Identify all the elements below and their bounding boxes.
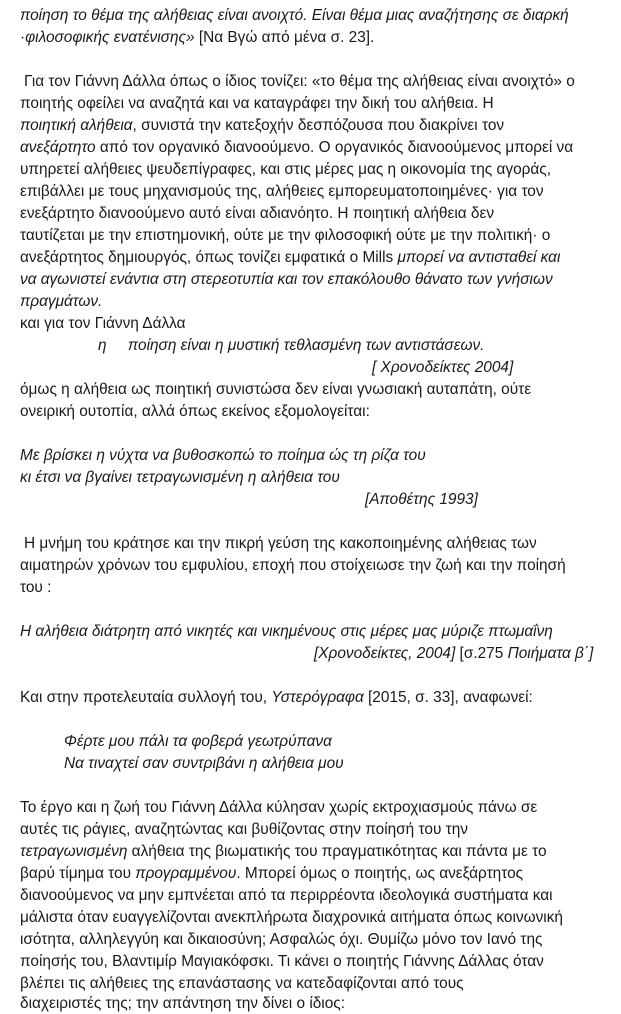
text-line: όμως η αλήθεια ως ποιητική συνιστώσα δεν είναι γνωσιακή αυταπάτη, ούτε [20, 381, 532, 398]
text-line [20, 248, 560, 268]
text-span: [2015, σ. 33], αναφωνεί: [363, 689, 533, 706]
text-line: ονειρική ουτοπία, αλλά όπως εκείνος εξομολογείται: [20, 403, 370, 420]
text-line: υπηρετεί αλήθειες ψευδεπίγραφες, και στις μέρες μας η οικονομία της αγοράς, [20, 161, 551, 178]
text-line: ενεξάρτητο διανοούμενο αυτό είναι αδιανόητο. Η ποιητική αλήθεια δεν [20, 205, 495, 222]
text-line: Το έργο και η ζωή του Γιάννη Δάλλα κύλησαν χωρίς εκτροχιασμούς πάνω σε [20, 799, 538, 816]
text-line: ποίησής του, Βλαντιμίρ Μαγιακόφσκι. Τι κάνει ο ποιητής Γιάννης Δάλλας όταν [20, 953, 544, 970]
text-span: , συνιστά την κατεξοχήν δεσπόζουσα που διακρίνει τον [132, 117, 505, 134]
text-line: βλέπει τις αλήθειες της επανάστασης να κατεδαφίζονται από τους [20, 975, 464, 992]
text-span: . Μπορεί όμως ο ποιητής, ως ανεξάρτητος [236, 865, 524, 882]
text-line: διανοούμενος να μην εμπνέεται από τα περιρρέοντα ιδεολογικά συστήματα και [20, 887, 553, 904]
text-line [20, 116, 504, 136]
text-span: αλήθεια της βιωματικής του πραγματικότητας και πάντα με το [127, 843, 547, 860]
verse-line: η ποίηση είναι η μυστική τεθλασμένη των αντιστάσεων. [98, 337, 485, 354]
text-italic: Υστερόγραφα [271, 689, 364, 706]
text-italic: μπορεί να αντισταθεί και [397, 249, 561, 266]
text-italic: ποιητική αλήθεια [20, 117, 133, 134]
text-span: ανεξάρτητος δημιουργός, όπως τονίζει εμφατικά ο Mills [20, 249, 398, 266]
text-line: πραγμάτων. [20, 293, 103, 310]
text-italic: προγραμμένου [135, 865, 237, 882]
verse-line: κι έτσι να βγαίνει τετραγωνισμένη η αλήθεια του [20, 469, 340, 486]
text-line: Για τον Γιάννη Δάλλα όπως ο ίδιος τονίζει: «το θέμα της αλήθειας είναι ανοιχτό» ο [24, 73, 575, 90]
verse-line: Φέρτε μου πάλι τα φοβερά γεωτρύπανα [64, 733, 332, 750]
text-line: ποίηση το θέμα της αλήθειας είναι ανοιχτό. Είναι θέμα μιας αναζήτησης σε διαρκή [20, 7, 569, 24]
verse-line: Να τιναχτεί σαν συντριβάνι η αλήθεια μου [64, 755, 344, 772]
citation [314, 644, 593, 664]
text-span: βαρύ τίμημα του [20, 865, 136, 882]
verse-line: Η αλήθεια διάτρητη από νικητές και νικημένους στις μέρες μας μύριζε πτωμαΐνη [20, 623, 553, 640]
text-line: να αγωνιστεί ενάντια στη στερεοτυπία και τον επακόλουθο θάνατο των γνήσιων [20, 271, 553, 288]
text-italic: ·φιλοσοφικής ενατένισης» [20, 29, 199, 46]
text-line: ποιητής οφείλει να αναζητά και να καταγράφει την δική του αλήθεια. Η [20, 95, 494, 112]
citation: [Να Βγώ από μένα σ. 23]. [198, 29, 375, 46]
text-line: επιβάλλει με τους μηχανισμούς της, αλήθειες εμπορευματοποιημένες· για τον [20, 183, 544, 200]
text-line: ταυτίζεται με την επιστημονική, ούτε με την φιλοσοφική ούτε με την πολιτική· ο [20, 227, 551, 244]
citation: [ Χρονοδείκτες 2004] [372, 359, 514, 376]
text-line: διαχειριστές της; την απάντηση την δίνει ο ίδιος: [20, 995, 345, 1012]
text-line: αυτές τις ράγιες, αναζητώντας και βυθίζοντας στην ποίησή του την [20, 821, 468, 838]
text-span: Και στην προτελευταία συλλογή του, [20, 689, 272, 706]
text-line [20, 688, 533, 708]
text-line [20, 28, 374, 48]
text-span: από τον οργανικό διανοούμενο. Ο οργανικός διανοούμενος μπορεί να [95, 139, 574, 156]
text-line: και για τον Γιάννη Δάλλα [20, 315, 186, 332]
verse-line: Με βρίσκει η νύχτα να βυθοσκοπώ το ποίημα ώς τη ρίζα του [20, 447, 426, 464]
text-line: Η μνήμη του κράτησε και την πικρή γεύση της κακοποιημένης αλήθειας των [24, 535, 537, 552]
text-line: του : [20, 579, 52, 596]
text-line: ισότητα, αλληλεγγύη και δικαιοσύνη; Ασφαλώς όχι. Θυμίζω μόνο τον Ιανό της [20, 931, 543, 948]
text-line: αιματηρών χρόνων του εμφυλίου, εποχή που στοίχειωσε την ζωή και την ποίησή [20, 557, 566, 574]
text-line: μάλιστα όταν ευαγγελίζονται ανεκπλήρωτα διαχρονικά αιτήματα όπως κοινωνική [20, 909, 563, 926]
text-line [20, 138, 573, 158]
text-italic: τετραγωνισμένη [20, 843, 128, 860]
text-line [20, 842, 547, 862]
citation-title: [Χρονοδείκτες, 2004] [314, 645, 456, 662]
citation-work: Ποιήματα β΄] [507, 645, 594, 662]
text-italic: ανεξάρτητο [20, 139, 96, 156]
citation: [Αποθέτης 1993] [365, 491, 478, 508]
citation-page: [σ.275 [455, 645, 508, 662]
text-line [20, 864, 523, 884]
